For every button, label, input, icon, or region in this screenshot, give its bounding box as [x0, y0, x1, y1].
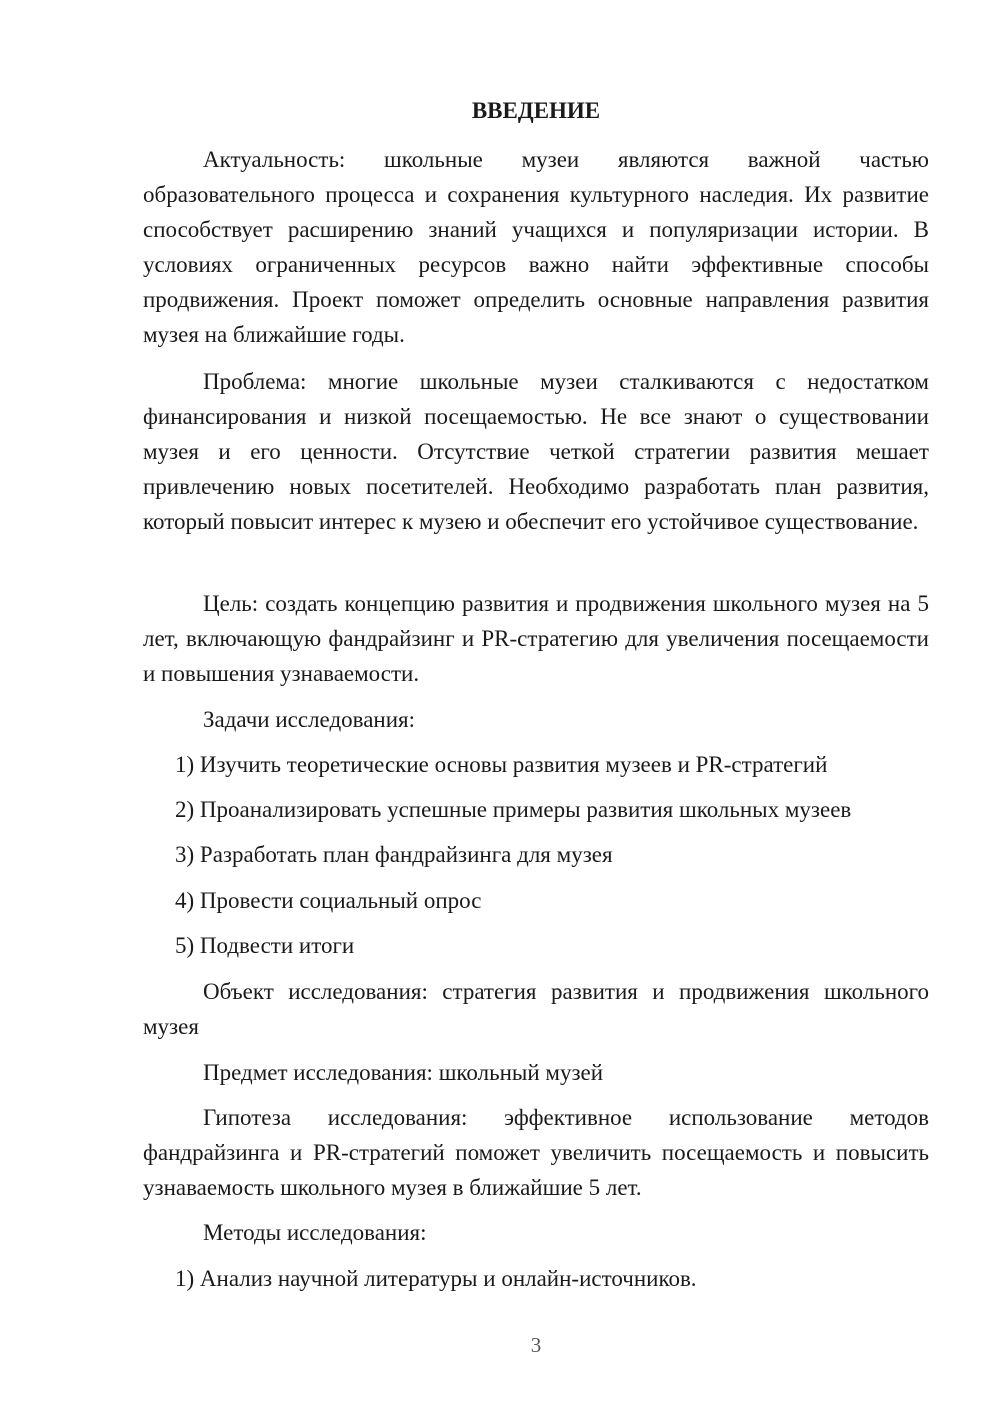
- section-title: ВВЕДЕНИЕ: [471, 98, 601, 123]
- task-item: 3) Разработать план фандрайзинга для музея: [175, 842, 613, 867]
- tasks-heading: Задачи исследования:: [203, 707, 416, 732]
- task-item: 2) Проанализировать успешные примеры развития школьных музеев: [175, 797, 852, 822]
- goal-paragraph: Цель: создать концепцию развития и продвижения школьного музея на 5 лет, включающую фандрайзинг и PR-стратегию для увеличения посещаемости и повышения узнаваемости.: [143, 591, 929, 686]
- page-number: 3: [530, 1333, 542, 1357]
- methods-heading: Методы исследования:: [203, 1220, 427, 1245]
- problem-paragraph: Проблема: многие школьные музеи сталкиваются с недостатком финансирования и низкой посещаемостью. Не все знают о существовании музея и его ценности. Отсутствие четкой стратегии развития мешает привлечению новых посетителей. Необходимо разработать план развития, который повысит интерес к музею и обеспечит его устойчивое существование.: [143, 369, 929, 534]
- task-item: 1) Изучить теоретические основы развития музеев и PR-стратегий: [175, 752, 828, 777]
- object-paragraph: Объект исследования: стратегия развития и продвижения школьного музея: [143, 979, 929, 1039]
- hypothesis-paragraph: Гипотеза исследования: эффективное использование методов фандрайзинга и PR-стратегий поможет увеличить посещаемость и повысить узнаваемость школьного музея в ближайшие 5 лет.: [143, 1105, 929, 1200]
- subject-paragraph: Предмет исследования: школьный музей: [203, 1060, 604, 1085]
- task-item: 5) Подвести итоги: [175, 933, 355, 958]
- task-item: 4) Провести социальный опрос: [175, 888, 482, 913]
- relevance-paragraph: Актуальность: школьные музеи являются важной частью образовательного процесса и сохранения культурного наследия. Их развитие способствует расширению знаний учащихся и популяризации истории. В условиях ограниченных ресурсов важно найти эффективные способы продвижения. Проект поможет определить основные направления развития музея на ближайшие годы.: [143, 147, 929, 347]
- method-item: 1) Анализ научной литературы и онлайн-источников.: [175, 1266, 697, 1291]
